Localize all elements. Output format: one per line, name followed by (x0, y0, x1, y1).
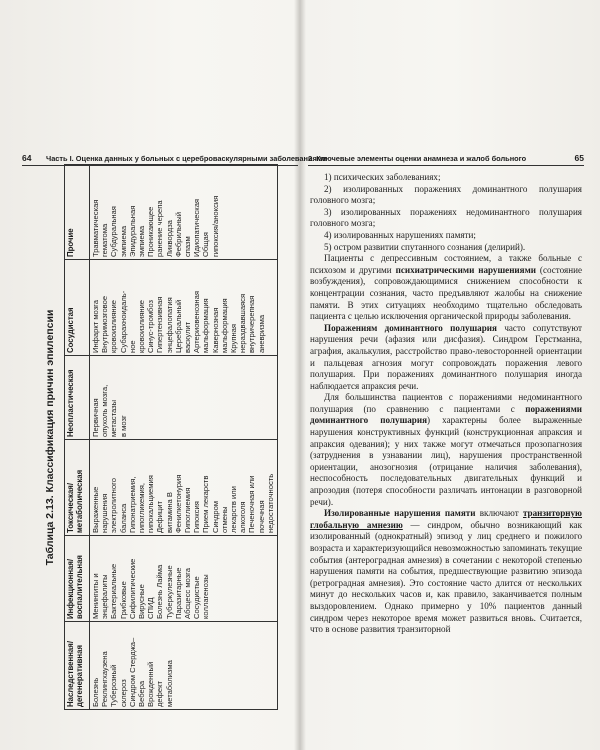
table-cell-line: опухоль мозга, (100, 384, 110, 437)
cell-vascular (90, 260, 278, 356)
text-run: (состояние возбуждения), сопровождающимися снижением способности к концентрации сознания, часто предъявляют жалобы на снижение памяти. В этих ситуациях необходимо тщательно обследовать пациента с целью исключения органической природы заболевания. (310, 264, 582, 322)
table-cell-line: Церебральный (173, 299, 183, 353)
table-cell-line: Крупная (229, 324, 239, 353)
paragraph-dominant (310, 323, 582, 393)
paragraph-nondominant (310, 392, 582, 508)
table-cell-line: Выраженные (91, 486, 100, 533)
table-cell-line: СПИД (146, 597, 156, 619)
table-cell-line: Паразитарные (173, 567, 183, 619)
table-cell-line: гипокальциемия (146, 475, 156, 533)
header-infectious: Инфекционная/ воспалительная (65, 536, 90, 622)
table-header-row (65, 165, 90, 710)
header-vascular: Сосудистая (65, 260, 90, 356)
table-cell-line: Гипоксия (192, 501, 202, 533)
table-cell-line: Синдром Стерджа– (127, 637, 137, 707)
table-cell-line: Болезнь (91, 677, 100, 707)
table-cell-line: Гипоглиемия (183, 487, 193, 533)
table-cell-line: Фенилкетонурия (173, 474, 183, 533)
table-cell-line: Фебрильный (173, 211, 183, 257)
table-body-row (90, 165, 278, 710)
table-cell-line: эмпиема (137, 225, 147, 257)
table-cell-line: метастазы (109, 399, 119, 437)
table-cell-line: лекарств или (229, 486, 239, 533)
right-page (300, 0, 600, 750)
table-cell-line: нарушения (100, 493, 110, 533)
paragraph-psychiatric (310, 253, 582, 323)
table-cell-line: аневризма (256, 314, 266, 353)
left-running-head-text: Часть I. Оценка данных у больных с цереброваскулярными заболеваниями (46, 154, 327, 163)
table-cell-line: Туберкулезные (164, 565, 174, 619)
table-cell-line: Кавернозная (210, 307, 220, 353)
table-cell-line: Дефицит (155, 501, 165, 533)
list-item: 1) психических заболеваниях; (324, 172, 441, 182)
bold-term: Поражениям доминантного полушария (324, 322, 497, 333)
table-cell-line: электролитного (109, 478, 119, 533)
header-neoplastic: Неопластическая (65, 356, 90, 440)
header-hereditary: Наследственная/ дегенеративная (65, 622, 90, 710)
table-cell-line: Сосудистые (192, 576, 202, 619)
table-cell-line: гематома (100, 223, 110, 257)
text-run: Для большинства пациентов с поражениями недоминантного полушария (по сравнению с пациентами с (310, 392, 582, 414)
list-item: 2) изолированных поражениях доминантного полушария головного мозга; (310, 183, 582, 206)
cell-infectious (90, 536, 278, 622)
table-cell-line: мальформация (201, 298, 211, 353)
right-running-head-text: 2. Ключевые элементы оценки анамнеза и жалоб больного (308, 154, 527, 163)
cell-neoplastic (90, 356, 278, 440)
table-cell-line: в мозг (118, 415, 128, 437)
classification-table-block (44, 165, 292, 710)
text-run: — синдром, обычно возникающий как изолированный (однократный) эпизод у лиц среднего и пожилого возраста и характеризующийся невозможностью запоминать текущие события (антероградная амнезия) в сочетании с некоторой степенью нарушения памяти на события, предшествующие развитию эпизода (ретроградная амнезия). Это состояние часто длится от нескольких минут до нескольких часов и, как правило, заканчивается полным выздоровлением. Однако примерно у 10% пациентов данный синдром через некоторое время может развиться вновь. Считается, что в основе развития транзиторной (310, 519, 582, 635)
list-item: 4) изолированных нарушениях памяти; (324, 229, 476, 240)
table-cell-line: энцефалиты (100, 574, 110, 619)
table-cell-line: почечная (256, 500, 266, 533)
left-page-number: 64 (22, 153, 32, 163)
table-cell-line: коллагенозы (201, 574, 211, 619)
table-cell-line: Печеночная или (247, 475, 257, 533)
table-cell-line: Субарахноидаль- (118, 290, 128, 353)
table-cell-line: Субдуральная (109, 206, 119, 257)
table-cell-line: Врожденный (146, 661, 156, 707)
table-cell-line: Первичная (91, 398, 100, 437)
table-cell-line: Абсцесс мозга (183, 568, 193, 619)
cell-toxic (90, 440, 278, 536)
classification-table (64, 164, 278, 710)
bold-term: Изолированные нарушения памяти (324, 508, 476, 519)
table-cell-line: метаболизма (164, 660, 174, 707)
table-cell-line: Общая (201, 232, 211, 257)
table-cell-line: энцефалопатия (164, 297, 174, 353)
table-cell-line: Проникающее (146, 206, 156, 257)
list-item: 3) изолированных поражениях недоминантного полушария головного мозга; (310, 206, 582, 229)
table-cell-line: мальформация (219, 298, 229, 353)
bold-term: поражениями доминантного полушария (310, 403, 582, 426)
table-cell-line: Гипертензивная (155, 296, 165, 353)
table-cell-line: витамина B (164, 492, 174, 533)
table-cell-line: ное (127, 340, 137, 353)
right-running-head (308, 151, 584, 166)
table-cell-line: Идиопатическая (192, 198, 202, 257)
right-page-number: 65 (574, 153, 584, 163)
table-cell-line: спазм (183, 236, 193, 257)
table-cell-line: недостаточность (265, 473, 275, 533)
table-cell-line: дефект (155, 680, 165, 707)
table-cell-line: Артериовенозная (192, 291, 202, 353)
table-cell-line: васкулит (183, 321, 193, 353)
cell-hereditary (90, 622, 278, 710)
table-cell-line: кровоизлияние (137, 299, 147, 353)
table-cell-line: Внутримозговое (100, 295, 110, 353)
header-toxic: Токсическая/ метаболическая (65, 440, 90, 536)
text-run: Пациенты с депрессивным состоянием, а также больные с психозом и другими (310, 253, 582, 275)
cell-other (90, 165, 278, 260)
paragraph-memory (310, 508, 582, 636)
bold-term: психиатрическими нарушениями (395, 264, 537, 275)
bold-underlined-term: транзиторную глобальную амнезию (310, 508, 582, 530)
table-cell-line: эмпиема (118, 225, 128, 257)
table-cell-line: Грибковые (118, 581, 128, 619)
text-run: ) характерны более выраженные нарушения конструктивных функций (конструкционная апраксия и апраксия одевания); у них также могут отмечаться прозопагнозия (затруднения в узнавании лиц), нарушения пространственной ориентации, анозогнозия (отрицание наличия заболевания), неспособность последовательных двигательных функций и апрозодия (потеря способности различать интонации в разговорной речи). (310, 415, 582, 507)
table-cell-line: Эпидуральная (127, 205, 137, 257)
table-cell-line: Бактериальные (109, 563, 119, 619)
text-run: включают (475, 508, 523, 519)
body-text (310, 172, 582, 636)
table-cell-line: Реклингхаузена (100, 651, 110, 707)
table-cell-line: Прием лекарств (201, 475, 211, 533)
table-title: Таблица 2.13. Классификация причин эпилепсии (44, 309, 56, 566)
table-cell-line: баланса (118, 503, 128, 533)
table-cell-line: гипогликемия, (137, 483, 147, 533)
table-cell-line: Синус-тромбоз (146, 300, 156, 353)
table-cell-line: отмены (219, 506, 229, 533)
table-cell-line: гипоксия/аноксия (210, 195, 220, 257)
table-cell-line: кровоизлияние (109, 299, 119, 353)
table-cell-line: Вирусные (137, 584, 147, 619)
table-cell-line: внутричерепная (247, 295, 257, 353)
header-other: Прочие (65, 165, 90, 260)
table-cell-line: Туберозный (109, 664, 119, 707)
table-cell-line: ранение черепа (155, 200, 165, 257)
table-cell-line: Синдром (210, 500, 220, 533)
table-cell-line: Менингиты и (91, 573, 100, 619)
table-cell-line: Ликвордза (164, 220, 174, 257)
table-cell-line: Сифилитические (127, 558, 137, 619)
table-cell-line: Травматическая (91, 199, 100, 257)
text-run: часто сопутствуют нарушения речи (афазия или дисфазия). Синдром Герстманна, аграфия, акалькулия, расстройство право-левосторонней ориентации и пальцевая агнозия могут сопровождать поражения левого полушария. При поражениях доминантного полушария иногда наблюдается апраксия речи. (310, 322, 582, 391)
table-cell-line: Вебера (137, 680, 147, 707)
table-cell-line: Болезнь Лайма (155, 564, 165, 619)
table-cell-line: склероз (118, 679, 128, 707)
list-item: 5) остром развитии спутанного сознания (делирий). (324, 241, 526, 252)
table-cell-line: Гипонатриемия, (127, 476, 137, 533)
table-cell-line: Инфаркт мозга (91, 299, 100, 353)
table-cell-line: алкоголя (238, 501, 248, 533)
table-cell-line: нераздвавшаяся (238, 293, 248, 353)
